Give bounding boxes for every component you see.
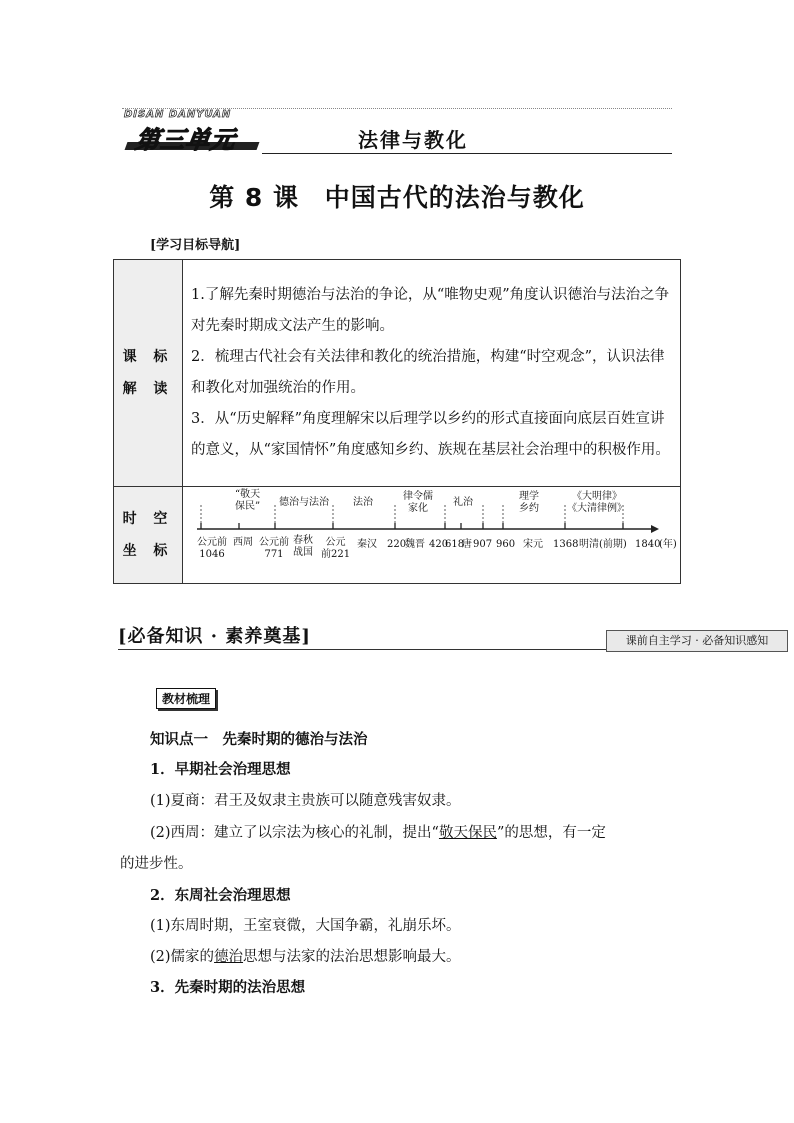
era-label-laws: 《大明律》 《大清律例》 (567, 491, 627, 514)
date-label-960: 960 (496, 539, 516, 550)
unit-pinyin: DISAN DANYUAN (124, 109, 232, 120)
lesson-number: 第 8 课 (209, 183, 300, 212)
date-label-1368: 1368 (553, 539, 579, 550)
date-label-771: 公元前 771 (259, 537, 289, 560)
timeline-cell (183, 487, 681, 584)
paragraph-dongzhou: (1)东周时期，王室衰微，大国争霸，礼崩乐坏。 (150, 918, 461, 934)
period-label-mingqing: 明清(前期) (579, 539, 627, 550)
subheading-1: 1．早期社会治理思想 (150, 761, 291, 778)
keyword-jingtianbaomin: 敬天保民 (438, 825, 497, 841)
unit-name: 第三单元 (133, 126, 238, 154)
timeline (183, 487, 683, 581)
goal-item-2: 2．梳理古代社会有关法律和教化的统治措施，构建“时空观念”，认识法律和教化对加强统治的作用。 (191, 349, 665, 396)
period-label-chunqiu: 春秋 战国 (293, 535, 313, 558)
date-label-220: 220 (387, 539, 407, 550)
table-row (114, 487, 681, 584)
section-rule (118, 649, 606, 650)
knowledge-point-heading: 知识点一 先秦时期的德治与法治 (150, 731, 368, 748)
goal-item-3: 3．从“历史解释”角度理解宋以后理学以乡约的形式直接面向底层百姓宣讲的意义，从“家国情怀”角度感知乡约、族规在基层社会治理中的积极作用。 (191, 411, 670, 458)
goal-item-1: 1.了解先秦时期德治与法治的争论，从“唯物史观”角度认识德治与法治之争对先秦时期成文法产生的影响。 (191, 287, 670, 334)
date-label-1046: 公元前 1046 (197, 537, 227, 560)
date-label-618: 618 (445, 539, 465, 550)
subheading-2: 2．东周社会治理思想 (150, 887, 291, 904)
date-label-420: 420 (429, 539, 449, 550)
era-label-fazhi: 法治 (353, 497, 373, 508)
era-label-lvling: 律令儒 家化 (403, 491, 433, 514)
lesson-name: 中国古代的法治与教化 (324, 183, 585, 212)
keyword-dezhi: 德治 (214, 949, 244, 965)
table-row (114, 260, 681, 487)
textbook-review-badge: 教材梳理 (156, 688, 216, 709)
curriculum-content (183, 260, 681, 487)
lesson-title (0, 178, 794, 214)
period-label-qinhan: 秦汉 (357, 539, 377, 550)
period-label-weijin: 魏晋 (405, 539, 425, 550)
era-label-lixue: 理学 乡约 (519, 491, 539, 514)
subheading-3: 3．先秦时期的法治思想 (150, 979, 306, 996)
section-heading: [必备知识 · 素养奠基] (118, 626, 311, 647)
unit-title: 法律与教化 (358, 128, 468, 152)
axis-unit-year: (年) (659, 539, 677, 550)
section-tag: 课前自主学习 · 必备知识感知 (606, 630, 788, 652)
date-label-1840: 1840 (635, 539, 661, 550)
era-label-dezhi-fazhi: 德治与法治 (279, 497, 329, 508)
goals-table (113, 259, 681, 584)
header-rule (262, 153, 672, 154)
period-label-songyuan: 宋元 (523, 539, 543, 550)
era-label-lizhi: 礼治 (453, 497, 473, 508)
paragraph-xizhou: (2)西周：建立了以宗法为核心的礼制，提出“敬天保民”的思想，有一定 (150, 825, 606, 841)
goals-heading: [学习目标导航] (150, 238, 241, 253)
paragraph-rujia: (2)儒家的德治思想与法家的法治思想影响最大。 (150, 949, 461, 965)
row-label-curriculum: 课 标 解 读 (114, 260, 183, 487)
period-label-tang: 唐 (462, 539, 472, 550)
date-label-907: 907 (473, 539, 493, 550)
unit-header (122, 108, 672, 156)
paragraph-xiashang: (1)夏商：君王及奴隶主贵族可以随意残害奴隶。 (150, 793, 461, 809)
date-label-221: 公元 前221 (321, 537, 351, 560)
period-label-xizhou: 西周 (233, 537, 253, 548)
row-label-timeline: 时 空 坐 标 (114, 487, 183, 584)
paragraph-xizhou-cont: 的进步性。 (120, 856, 193, 872)
era-label-jingtian: “敬天 保民” (235, 489, 261, 512)
